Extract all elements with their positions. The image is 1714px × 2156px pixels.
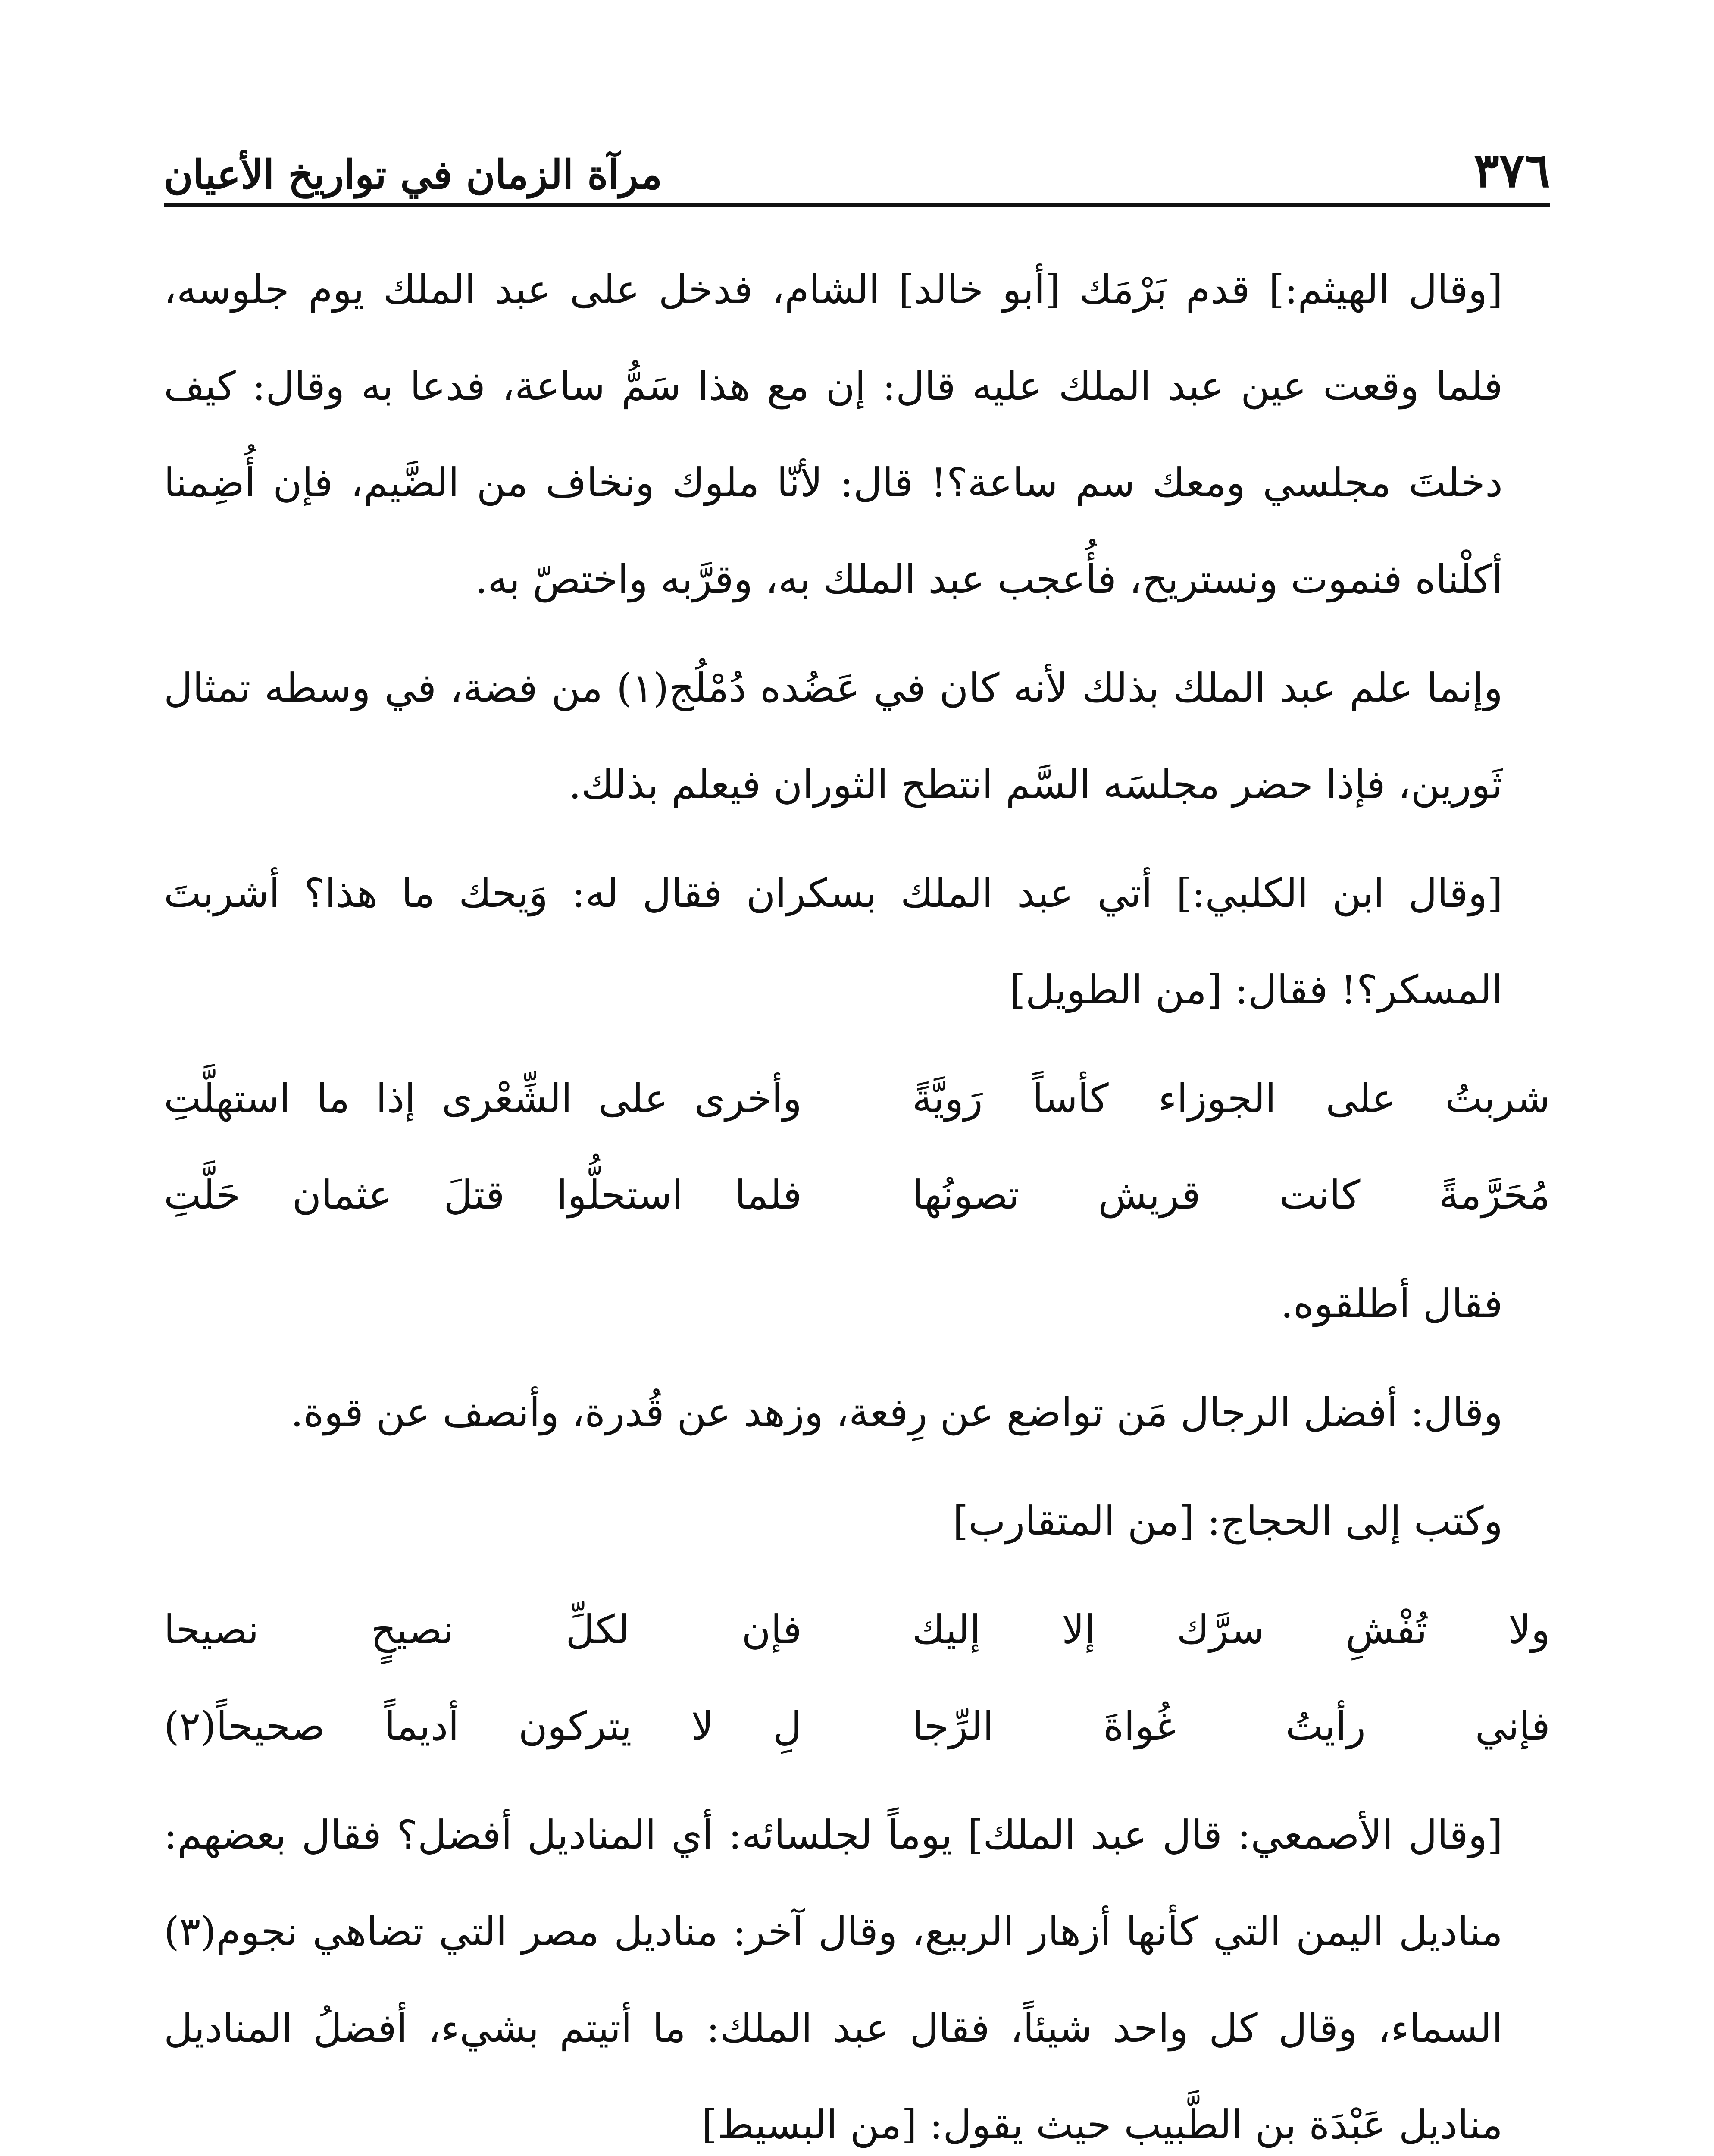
page-body bbox=[164, 241, 1550, 2156]
hemistich-second: فإن لكلِّ نصيحٍ نصيحا bbox=[164, 1607, 802, 1653]
hemistich-second: وأخرى على الشِّعْرى إذا ما استهلَّتِ bbox=[164, 1075, 802, 1122]
hemistich-first: ولا تُفْشِ سرَّك إلا إليك bbox=[912, 1607, 1550, 1653]
paragraph-asmai: [وقال الأصمعي: قال عبد الملك] يوماً لجلسائه: أي المناديل أفضل؟ فقال بعضهم: مناديل اليمن التي كأنها أزهار الربيع، وقال آخر: مناديل مصر التي تضاهي نجوم(٣) السماء، وقال كل واحد شيئاً، فقال عبد الملك: ما أتيتم بشيء، أفضلُ المناديل مناديل عَبْدَة بن الطَّبيب حيث يقول: [من البسيط] bbox=[164, 1812, 1503, 2148]
hemistich-second: لِ لا يتركون أديماً صحيحاً(٢) bbox=[164, 1703, 802, 1749]
paragraph-haytham: [وقال الهيثم:] قدم بَرْمَك [أبو خالد] الشام، فدخل على عبد الملك يوم جلوسه، فلما وقعت عين عبد الملك عليه قال: إن مع هذا سَمُّ ساعة، فدعا به وقال: كيف دخلتَ مجلسي ومعك سم ساعة؟! قال: لأنّا ملوك ونخاف من الضَّيم، فإن أُضِمنا أكلْناه فنموت ونستريح، فأُعجب عبد الملك به، وقرَّبه واختصّ به. bbox=[164, 266, 1503, 602]
paragraph-release: فقال أطلقوه. bbox=[1280, 1281, 1503, 1327]
paragraph-best-men: وقال: أفضل الرجال مَن تواضع عن رِفعة، وزهد عن قُدرة، وأنصف عن قوة. bbox=[291, 1389, 1503, 1435]
header-divider bbox=[164, 203, 1550, 207]
poem-verse bbox=[164, 1050, 1550, 1147]
hemistich-first: فإني رأيتُ غُواةَ الرِّجا bbox=[912, 1703, 1550, 1749]
poem-tawil bbox=[164, 1050, 1550, 1244]
page-number: ٣٧٦ bbox=[1473, 142, 1550, 198]
hemistich-first: شربتُ على الجوزاء كأساً رَويَّةً bbox=[912, 1075, 1550, 1122]
paragraph-kalbi: [وقال ابن الكلبي:] أتي عبد الملك بسكران فقال له: وَيحك ما هذا؟ أشربتَ المسكر؟! فقال: [من الطويل] bbox=[164, 870, 1503, 1013]
poem-verse bbox=[164, 1147, 1550, 1244]
paragraph-dumluj: وإنما علم عبد الملك بذلك لأنه كان في عَضُده دُمْلُج(١) من فضة، في وسطه تمثال ثَورين، فإذا حضر مجلسَه السَّم انتطح الثوران فيعلم بذلك. bbox=[164, 665, 1503, 808]
poem-mutaqarib bbox=[164, 1582, 1550, 1775]
poem-verse bbox=[164, 1678, 1550, 1775]
running-title: مرآة الزمان في تواريخ الأعيان bbox=[164, 151, 663, 198]
page-header bbox=[164, 142, 1550, 207]
paragraph-hajjaj: وكتب إلى الحجاج: [من المتقارب] bbox=[953, 1498, 1503, 1544]
poem-verse bbox=[164, 1582, 1550, 1678]
hemistich-second: فلما استحلُّوا قتلَ عثمان حَلَّتِ bbox=[164, 1172, 802, 1218]
hemistich-first: مُحَرَّمةً كانت قريش تصونُها bbox=[912, 1172, 1550, 1218]
